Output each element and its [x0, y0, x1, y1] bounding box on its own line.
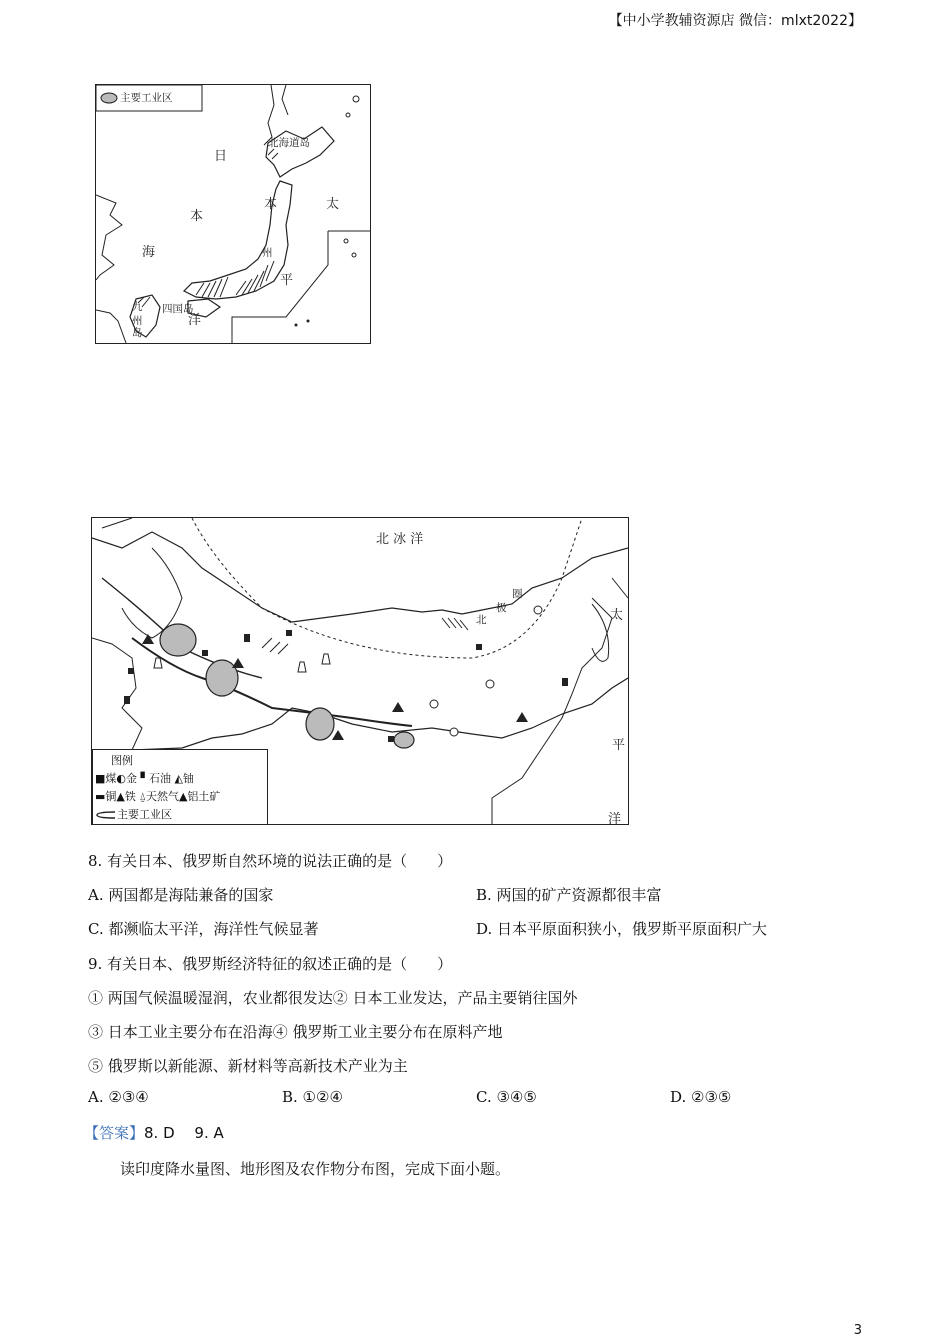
question-8-option-c: C. 都濒临太平洋，海洋性气候显著 [88, 920, 319, 938]
question-9-option-d: D. ②③⑤ [670, 1088, 732, 1106]
question-8-option-a: A. 两国都是海陆兼备的国家 [88, 886, 274, 904]
legend-row-1: ■煤◐金 ▘石油 ◭铀 [95, 772, 194, 785]
answer-text: 8. D 9. A [144, 1124, 224, 1142]
kyushu-label-3: 岛 [132, 327, 143, 339]
arctic-circle-label-3: 圈 [512, 588, 523, 600]
pacific-label-2: 平 [612, 738, 626, 753]
russia-resources-map [91, 517, 629, 825]
answer-line [84, 1122, 224, 1143]
sea-label-hai: 海 [142, 245, 156, 260]
kyushu-label-1: 九 [132, 301, 143, 313]
question-9-line-2: ③ 日本工业主要分布在沿海④ 俄罗斯工业主要分布在原料产地 [88, 1023, 503, 1041]
question-8-option-b: B. 两国的矿产资源都很丰富 [476, 886, 662, 904]
russia-map-legend [92, 749, 268, 825]
ocean-label-ping: 平 [280, 273, 294, 288]
next-question-intro: 读印度降水量图、地形图及农作物分布图，完成下面小题。 [120, 1160, 511, 1178]
question-9-line-3: ⑤ 俄罗斯以新能源、新材料等高新技术产业为主 [88, 1057, 408, 1075]
question-9-line-1: ① 两国气候温暖湿润，农业都很发达② 日本工业发达，产品主要销往国外 [88, 989, 578, 1007]
honshu-label-ben: 本 [264, 197, 278, 212]
arctic-circle-label-2: 极 [496, 602, 507, 614]
shikoku-label: 四国岛 [162, 303, 194, 315]
pacific-label-3: 洋 [608, 812, 622, 825]
question-9-option-b: B. ①②④ [282, 1088, 343, 1106]
legend-title: 图例 [111, 754, 133, 767]
japan-industrial-map [95, 84, 371, 344]
sea-label-ri: 日 [214, 149, 228, 164]
arctic-ocean-label: 北 冰 洋 [376, 532, 424, 547]
question-9-option-a: A. ②③④ [88, 1088, 149, 1106]
question-8-stem: 8. 有关日本、俄罗斯自然环境的说法正确的是（ ） [88, 852, 453, 870]
legend-row-2: ▬铜▲铁 ⍙天然气▲铝土矿 [95, 790, 221, 803]
industrial-zone-legend-icon [95, 810, 117, 820]
honshu-label-zhou: 州 [262, 247, 273, 259]
page-header: 【中小学教辅资源店 微信：mlxt2022】 [608, 13, 862, 29]
page-number: 3 [853, 1323, 862, 1338]
ocean-label-tai: 太 [326, 197, 340, 212]
question-9-option-c: C. ③④⑤ [476, 1088, 537, 1106]
sea-label-ben: 本 [190, 209, 204, 224]
legend-row-3: 主要工业区 [117, 808, 172, 821]
question-9-stem: 9. 有关日本、俄罗斯经济特征的叙述正确的是（ ） [88, 955, 453, 973]
pacific-label-1: 太 [610, 608, 624, 623]
kyushu-label-2: 州 [132, 315, 143, 327]
arctic-circle-label-1: 北 [476, 614, 487, 626]
hokkaido-label: 北海道岛 [268, 137, 310, 149]
japan-legend-label: 主要工业区 [120, 92, 173, 104]
ocean-label-yang: 洋 [188, 313, 202, 328]
question-8-option-d: D. 日本平原面积狭小，俄罗斯平原面积广大 [476, 920, 768, 938]
answer-tag: 【答案】 [84, 1124, 145, 1142]
